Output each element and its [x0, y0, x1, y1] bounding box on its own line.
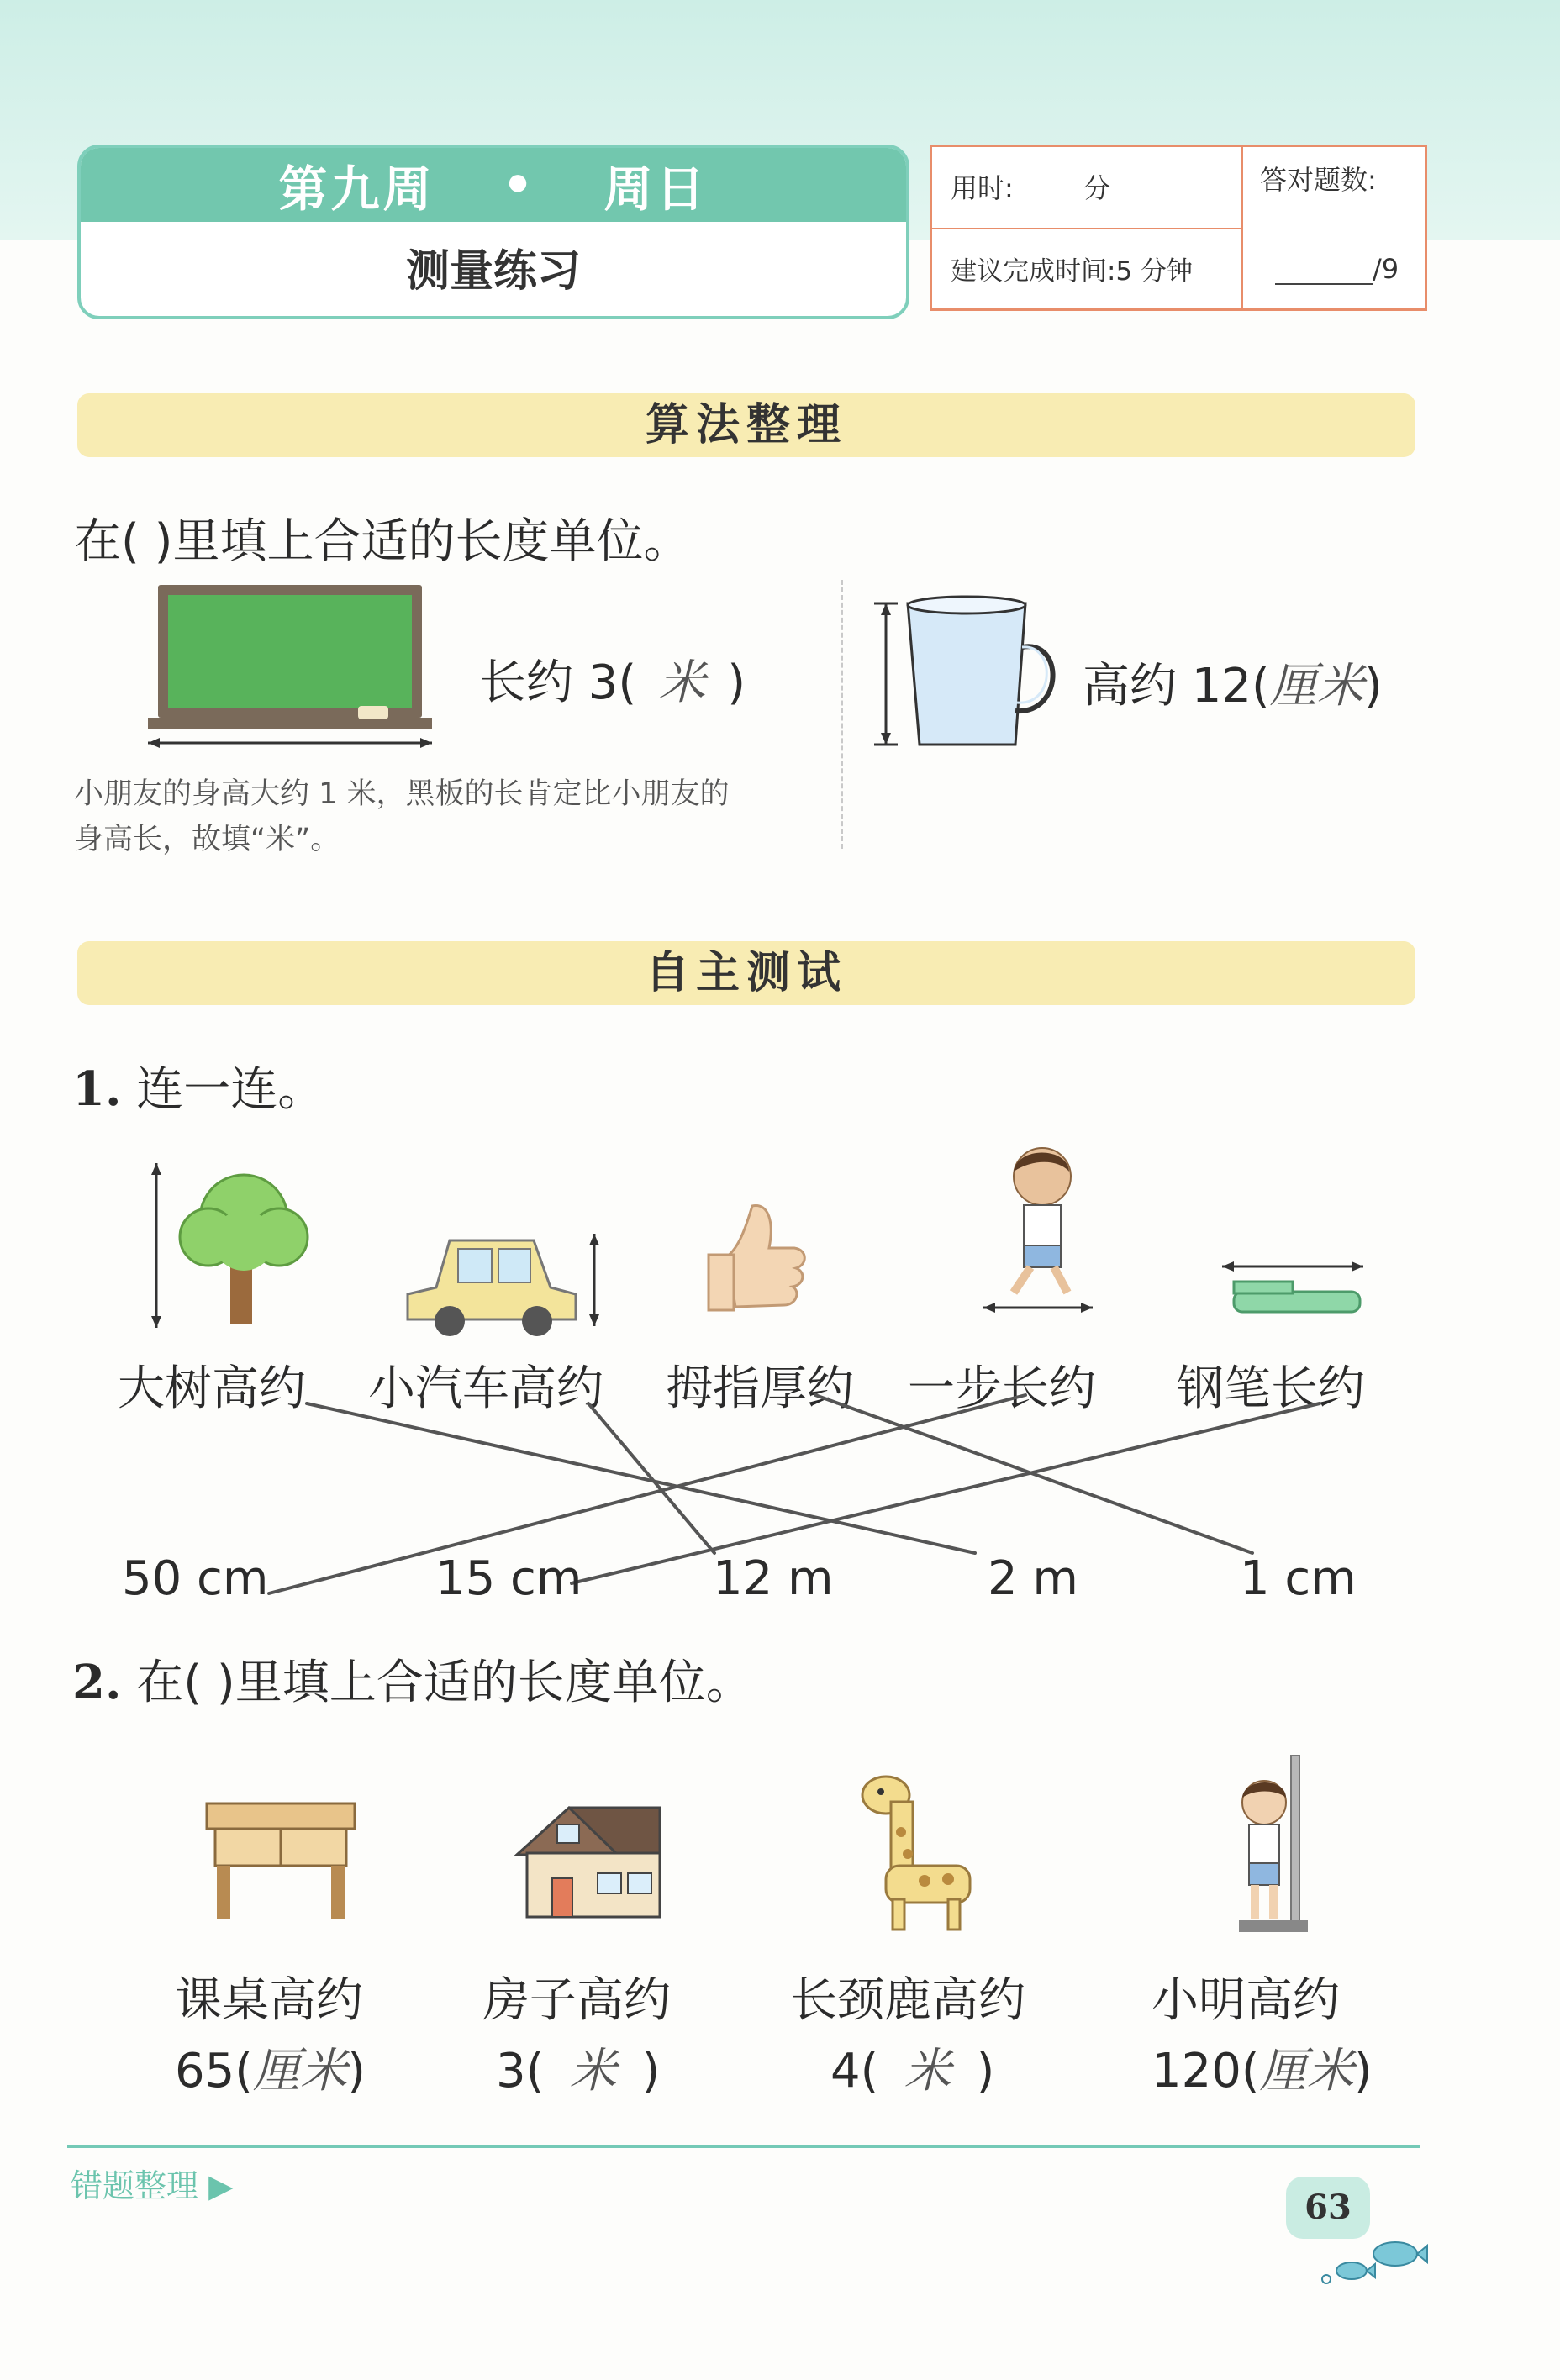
q2-xiaoming-answer: 厘米 — [1259, 2044, 1354, 2098]
algo-note-line1: 小朋友的身高大约 1 米，黑板的长肯定比小朋友的 — [74, 777, 730, 811]
q1-option-2m: 2 m — [988, 1551, 1078, 1606]
test-section-bar: 自主测试 — [77, 941, 1415, 1005]
q2-item-xiaoming-answer — [1152, 2034, 1373, 2101]
match-line-car — [588, 1403, 714, 1553]
example2-answer: 厘米 — [1269, 659, 1364, 713]
q1-option-50cm: 50 cm — [122, 1551, 269, 1606]
q1-item-car: 小汽车高约 — [368, 1361, 603, 1416]
error-review-label — [71, 2160, 233, 2206]
q2-house-prefix: 3( — [496, 2044, 545, 2098]
fish-icon — [1311, 2232, 1429, 2291]
boy-measure-image — [1227, 1752, 1320, 1937]
week-label: 第九周 — [278, 161, 435, 218]
giraffe-image — [849, 1765, 992, 1933]
suggested-time: 建议完成时间:5 分钟 — [951, 256, 1194, 287]
algo-section-bar: 算法整理 — [77, 393, 1415, 457]
q1-item-tree: 大树高约 — [118, 1361, 306, 1416]
house-image — [509, 1803, 668, 1920]
q2-text: 在( )里填上合适的长度单位。 — [136, 1656, 753, 1710]
q2-giraffe-prefix: 4( — [830, 2044, 879, 2098]
correct-label: 答对题数: — [1260, 164, 1377, 196]
q2-item-xiaoming-label: 小明高约 — [1152, 1973, 1340, 2028]
q1-option-1cm: 1 cm — [1240, 1551, 1357, 1606]
q2-item-house-answer — [496, 2034, 660, 2101]
q2-item-desk-label: 课桌高约 — [175, 1973, 363, 2028]
q2-giraffe-suffix: ) — [976, 2044, 995, 2098]
example1-answer: 米 — [658, 656, 706, 710]
q2-item-giraffe-label: 长颈鹿高约 — [790, 1973, 1025, 2028]
q1-option-15cm: 15 cm — [435, 1551, 582, 1606]
q1-option-12m: 12 m — [713, 1551, 834, 1606]
algo-note-line2: 身高长，故填“米”。 — [74, 823, 340, 856]
example2-prefix: 高约 12( — [1083, 659, 1270, 713]
q2-item-giraffe-answer — [830, 2034, 994, 2101]
desk-image — [202, 1798, 361, 1925]
match-line-pen — [572, 1403, 1320, 1583]
error-review-text: 错题整理 — [71, 2167, 199, 2204]
q2-desk-suffix: ) — [347, 2044, 366, 2098]
title-dot: • — [502, 156, 537, 213]
q2-house-suffix: ) — [641, 2044, 661, 2098]
example2-suffix: ) — [1363, 659, 1383, 713]
q2-house-answer: 米 — [569, 2044, 617, 2098]
time-unit: 分 — [1083, 172, 1111, 204]
q1-item-thumb: 拇指厚约 — [666, 1361, 854, 1416]
page-number: 63 — [1286, 2177, 1370, 2239]
q2-heading — [72, 1645, 753, 1713]
q1-text: 连一连。 — [136, 1062, 325, 1117]
q2-desk-answer: 厘米 — [253, 2044, 348, 2098]
footer-line — [67, 2145, 1420, 2148]
q2-xiaoming-prefix: 120( — [1152, 2044, 1260, 2098]
q2-item-house-label: 房子高约 — [482, 1973, 671, 2028]
topic-title: 测量练习 — [405, 246, 581, 297]
match-line-tree — [307, 1403, 975, 1553]
triangle-right-icon: ▶ — [198, 2167, 234, 2204]
q2-desk-prefix: 65( — [175, 2044, 254, 2098]
q1-item-pen: 钢笔长约 — [1177, 1361, 1365, 1416]
day-label: 周日 — [603, 161, 709, 218]
q1-item-step: 一步长约 — [908, 1361, 1096, 1416]
match-line-thumb — [815, 1395, 1252, 1553]
q2-item-desk-answer — [175, 2034, 366, 2101]
example1-suffix: ) — [727, 656, 746, 710]
example1-prefix: 长约 3( — [479, 656, 637, 710]
algo-instruction: 在( )里填上合适的长度单位。 — [74, 514, 691, 569]
time-used-label: 用时: — [951, 172, 1014, 204]
q2-xiaoming-suffix: ) — [1353, 2044, 1373, 2098]
q1-number: 1. — [72, 1061, 122, 1117]
q2-number: 2. — [72, 1655, 122, 1710]
correct-total: /9 — [1373, 253, 1399, 285]
q2-giraffe-answer: 米 — [904, 2044, 951, 2098]
